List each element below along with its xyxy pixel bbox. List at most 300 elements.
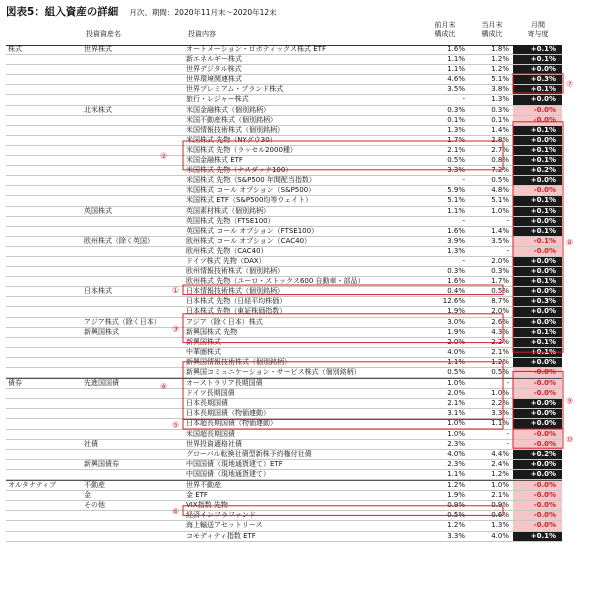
contribution-cell bbox=[513, 176, 562, 185]
contribution-value: +0.1% bbox=[530, 45, 556, 53]
prev-ratio-cell: 1.2% bbox=[447, 521, 465, 530]
content-cell: 中華圏株式 bbox=[186, 347, 221, 356]
asset-class-cell bbox=[84, 65, 179, 74]
asset-category-cell bbox=[8, 207, 78, 216]
table-row bbox=[6, 328, 562, 338]
table-row bbox=[6, 532, 562, 542]
contribution-value: +0.1% bbox=[530, 196, 556, 205]
asset-category-cell bbox=[8, 470, 78, 479]
prev-ratio-cell: 3.3% bbox=[447, 166, 465, 175]
curr-ratio-cell: 1.0% bbox=[491, 481, 509, 490]
curr-ratio-cell: 2.2% bbox=[491, 337, 509, 346]
contribution-cell bbox=[513, 307, 562, 316]
asset-class-cell: 英国株式 bbox=[84, 206, 112, 215]
contribution-value: -0.0% bbox=[533, 379, 556, 388]
content-cell: 日本情報技術株式（個別銘柄） bbox=[186, 287, 284, 296]
contribution-cell bbox=[513, 521, 562, 530]
contribution-value: +0.0% bbox=[530, 317, 556, 326]
content-cell: 米国株式 先物（S&P500 年間配当指数） bbox=[186, 176, 316, 185]
curr-ratio-cell: 2.7% bbox=[491, 145, 509, 154]
asset-class-cell: 欧州株式（除く英国） bbox=[84, 236, 154, 245]
contribution-cell bbox=[513, 409, 562, 418]
subtitle-text: 月次、期間：2020年11月末～2020年12末 bbox=[129, 8, 277, 17]
asset-class-cell bbox=[84, 126, 179, 135]
content-cell: 欧州株式 コール オプション（CAC40） bbox=[186, 236, 312, 245]
asset-category-cell bbox=[8, 217, 78, 226]
content-cell: 海上輸送アセットリース bbox=[186, 521, 263, 530]
table-row bbox=[6, 166, 562, 176]
contribution-value: +0.0% bbox=[530, 399, 556, 408]
contribution-value: +0.2% bbox=[530, 166, 556, 175]
table-row bbox=[6, 521, 562, 531]
curr-ratio-cell: - bbox=[506, 379, 509, 388]
prev-ratio-cell: 1.3% bbox=[447, 125, 465, 134]
content-cell: 世界環境関連株式 bbox=[186, 75, 242, 84]
contribution-cell bbox=[513, 440, 562, 449]
contribution-value: +0.0% bbox=[530, 267, 556, 276]
contribution-value: +0.1% bbox=[530, 125, 556, 134]
contribution-cell bbox=[513, 247, 562, 256]
contribution-cell bbox=[513, 257, 562, 266]
contribution-value: +0.1% bbox=[530, 206, 556, 215]
asset-class-cell bbox=[84, 511, 179, 520]
asset-category-cell bbox=[8, 116, 78, 125]
table-row bbox=[6, 511, 562, 521]
prev-ratio-cell: 1.3% bbox=[447, 246, 465, 255]
asset-category-cell bbox=[8, 106, 78, 115]
content-cell: 欧州情報技術株式（個別銘柄） bbox=[186, 267, 284, 276]
asset-class-cell: 金 bbox=[84, 491, 91, 500]
curr-ratio-cell: 1.2% bbox=[491, 65, 509, 74]
contribution-value: +0.0% bbox=[530, 95, 556, 104]
prev-ratio-cell: 2.0% bbox=[447, 389, 465, 398]
table-row bbox=[6, 55, 562, 65]
prev-ratio-cell: 1.1% bbox=[447, 357, 465, 366]
curr-ratio-cell: 1.4% bbox=[491, 125, 509, 134]
asset-class-cell bbox=[84, 267, 179, 276]
contribution-cell bbox=[513, 106, 562, 115]
asset-category-cell bbox=[8, 237, 78, 246]
prev-ratio-cell: 1.0% bbox=[447, 419, 465, 428]
contribution-cell bbox=[513, 470, 562, 479]
contribution-cell bbox=[513, 358, 562, 367]
contribution-cell bbox=[513, 430, 562, 439]
prev-ratio-cell: 4.6% bbox=[447, 75, 465, 84]
asset-class-cell bbox=[84, 307, 179, 316]
curr-ratio-cell: 1.0% bbox=[491, 389, 509, 398]
asset-category-cell bbox=[8, 277, 78, 286]
contribution-value: +0.0% bbox=[530, 135, 556, 144]
asset-category-cell bbox=[8, 409, 78, 418]
curr-ratio-cell: 0.3% bbox=[491, 267, 509, 276]
prev-ratio-cell: 1.0% bbox=[447, 379, 465, 388]
curr-ratio-cell: 1.8% bbox=[491, 45, 509, 53]
title-text: 図表5：組入資産の詳細 bbox=[6, 6, 119, 18]
prev-ratio-cell: - bbox=[462, 176, 465, 185]
contribution-value: +0.2% bbox=[530, 449, 556, 458]
asset-class-cell bbox=[84, 176, 179, 185]
table-row bbox=[6, 65, 562, 75]
header-prev: 前月末 構成比 bbox=[434, 21, 456, 38]
contribution-cell bbox=[513, 95, 562, 104]
content-cell: 米国金融株式 ETF bbox=[186, 156, 243, 165]
content-cell: 世界デジタル株式 bbox=[186, 65, 242, 74]
contribution-value: +0.0% bbox=[530, 469, 556, 478]
prev-ratio-cell: 0.5% bbox=[447, 156, 465, 165]
asset-class-cell bbox=[84, 470, 179, 479]
contribution-value: +0.1% bbox=[530, 85, 556, 94]
asset-class-cell: 北米株式 bbox=[84, 105, 112, 114]
contribution-value: +0.1% bbox=[530, 145, 556, 154]
contribution-cell bbox=[513, 85, 562, 94]
curr-ratio-cell: 1.2% bbox=[491, 469, 509, 478]
asset-category-cell bbox=[8, 358, 78, 367]
content-cell: 日本株式 先物（東証株価指数） bbox=[186, 307, 287, 316]
table-row bbox=[6, 297, 562, 307]
contribution-cell bbox=[513, 379, 562, 388]
curr-ratio-cell: 1.2% bbox=[491, 55, 509, 64]
prev-ratio-cell: 0.3% bbox=[447, 267, 465, 276]
contribution-cell bbox=[513, 45, 562, 54]
contribution-cell bbox=[513, 287, 562, 296]
asset-category-cell bbox=[8, 156, 78, 165]
asset-class-cell bbox=[84, 297, 179, 306]
asset-class-cell: その他 bbox=[84, 501, 105, 510]
asset-category-cell bbox=[8, 328, 78, 337]
content-cell: 米国情報技術株式（個別銘柄） bbox=[186, 125, 284, 134]
asset-class-cell: 日本株式 bbox=[84, 287, 112, 296]
table-header bbox=[6, 17, 562, 46]
contribution-cell bbox=[513, 318, 562, 327]
contribution-value: +0.0% bbox=[530, 216, 556, 225]
curr-ratio-cell: 1.4% bbox=[491, 226, 509, 235]
contribution-value: -0.0% bbox=[533, 115, 556, 124]
table-row bbox=[6, 450, 562, 460]
asset-category-cell bbox=[8, 318, 78, 327]
contribution-cell bbox=[513, 348, 562, 357]
contribution-value: +0.0% bbox=[530, 459, 556, 468]
contribution-cell bbox=[513, 511, 562, 520]
prev-ratio-cell: 3.1% bbox=[447, 409, 465, 418]
contribution-cell bbox=[513, 399, 562, 408]
asset-class-cell: 世界株式 bbox=[84, 45, 112, 53]
header-content: 投資内容 bbox=[188, 30, 216, 38]
contribution-value: -0.0% bbox=[533, 511, 556, 520]
asset-class-cell: 不動産 bbox=[84, 481, 105, 490]
asset-category-cell: 債券 bbox=[8, 379, 22, 388]
asset-category-cell bbox=[8, 419, 78, 428]
contribution-value: -0.0% bbox=[533, 481, 556, 490]
asset-category-cell bbox=[8, 460, 78, 469]
content-cell: 日本超長期国債（物価連動） bbox=[186, 419, 277, 428]
contribution-value: -0.0% bbox=[533, 491, 556, 500]
prev-ratio-cell: 1.6% bbox=[447, 45, 465, 53]
asset-category-cell bbox=[8, 368, 78, 377]
contribution-cell bbox=[513, 116, 562, 125]
curr-ratio-cell: 2.1% bbox=[491, 347, 509, 356]
content-cell: 米国株式 先物（NYダウ30） bbox=[186, 135, 277, 144]
contribution-value: +0.3% bbox=[530, 75, 556, 84]
contribution-value: -0.0% bbox=[533, 389, 556, 398]
table-row bbox=[6, 116, 562, 126]
prev-ratio-cell: - bbox=[462, 216, 465, 225]
curr-ratio-cell: 1.7% bbox=[491, 277, 509, 286]
contribution-cell bbox=[513, 136, 562, 145]
content-cell: ドイツ長期国債 bbox=[186, 389, 235, 398]
prev-ratio-cell: 0.5% bbox=[447, 511, 465, 520]
curr-ratio-cell: 2.0% bbox=[491, 307, 509, 316]
asset-category-cell bbox=[8, 75, 78, 84]
contribution-cell bbox=[513, 450, 562, 459]
asset-class-cell bbox=[84, 368, 179, 377]
content-cell: 新興国株式 先物 bbox=[186, 327, 238, 336]
contribution-cell bbox=[513, 65, 562, 74]
asset-class-cell bbox=[84, 196, 179, 205]
asset-category-cell bbox=[8, 267, 78, 276]
prev-ratio-cell: 2.1% bbox=[447, 399, 465, 408]
content-cell: 米国株式 先物（ナスダック100） bbox=[186, 166, 293, 175]
prev-ratio-cell: 0.5% bbox=[447, 368, 465, 376]
content-cell: 英国株式 コール オプション（FTSE100） bbox=[186, 226, 319, 235]
contribution-value: -0.0% bbox=[533, 429, 556, 438]
table-row bbox=[6, 409, 562, 419]
content-cell: 米国超長期国債 bbox=[186, 429, 235, 438]
table-row bbox=[6, 318, 562, 328]
asset-category-cell bbox=[8, 511, 78, 520]
asset-category-cell bbox=[8, 450, 78, 459]
contribution-value: +0.1% bbox=[530, 327, 556, 336]
curr-ratio-cell: 0.5% bbox=[491, 368, 509, 376]
asset-category-cell bbox=[8, 126, 78, 135]
marker-label-3: ③ bbox=[172, 324, 180, 334]
prev-ratio-cell: 1.1% bbox=[447, 55, 465, 64]
prev-ratio-cell: 1.6% bbox=[447, 277, 465, 286]
table-row bbox=[6, 399, 562, 409]
marker-label-9: ⑨ bbox=[566, 396, 574, 406]
content-cell: 新興国情報技術株式（個別銘柄） bbox=[186, 357, 291, 366]
content-cell: 英国素材株式（個別銘柄） bbox=[186, 206, 270, 215]
asset-class-cell bbox=[84, 227, 179, 236]
asset-class-cell bbox=[84, 450, 179, 459]
table-row bbox=[6, 106, 562, 116]
table-row bbox=[6, 45, 562, 55]
asset-class-cell bbox=[84, 156, 179, 165]
curr-ratio-cell: 1.1% bbox=[491, 419, 509, 428]
prev-ratio-cell: 1.7% bbox=[447, 135, 465, 144]
contribution-value: +0.0% bbox=[530, 65, 556, 74]
content-cell: 日本長期国債（物価連動） bbox=[186, 409, 270, 418]
curr-ratio-cell: 3.5% bbox=[491, 236, 509, 245]
content-cell: オーストラリア長期国債 bbox=[186, 379, 263, 388]
prev-ratio-cell: 0.3% bbox=[447, 105, 465, 114]
contribution-value: +0.0% bbox=[530, 357, 556, 366]
content-cell: オートメーション・ロボティックス株式 ETF bbox=[186, 45, 326, 53]
asset-category-cell bbox=[8, 136, 78, 145]
contribution-value: -0.1% bbox=[533, 236, 556, 245]
asset-category-cell bbox=[8, 348, 78, 357]
marker-label-5: ⑤ bbox=[172, 420, 180, 430]
contribution-value: -0.0% bbox=[533, 105, 556, 114]
contribution-cell bbox=[513, 207, 562, 216]
curr-ratio-cell: 0.8% bbox=[491, 156, 509, 165]
content-cell: 米国株式 コール オプション（S&P500） bbox=[186, 186, 316, 195]
table-row bbox=[6, 480, 562, 491]
content-cell: 新エネルギー株式 bbox=[186, 55, 242, 64]
table-row bbox=[6, 378, 562, 389]
asset-class-cell bbox=[84, 95, 179, 104]
prev-ratio-cell: 5.9% bbox=[447, 186, 465, 195]
asset-class-cell bbox=[84, 409, 179, 418]
curr-ratio-cell: 2.4% bbox=[491, 459, 509, 468]
asset-category-cell bbox=[8, 247, 78, 256]
content-cell: 欧州株式 先物（CAC40） bbox=[186, 246, 268, 255]
asset-class-cell bbox=[84, 389, 179, 398]
curr-ratio-cell: 8.7% bbox=[491, 297, 509, 306]
contribution-cell bbox=[513, 368, 562, 377]
table-row bbox=[6, 207, 562, 217]
asset-class-cell: 新興国債券 bbox=[84, 459, 119, 468]
table-row bbox=[6, 307, 562, 317]
asset-category-cell bbox=[8, 65, 78, 74]
content-cell: 中国国債（現地通貨建て） bbox=[186, 469, 270, 478]
curr-ratio-cell: 2.0% bbox=[491, 256, 509, 265]
curr-ratio-cell: 2.2% bbox=[491, 399, 509, 408]
content-cell: 日本長期国債 bbox=[186, 399, 228, 408]
asset-class-cell bbox=[84, 247, 179, 256]
asset-category-cell bbox=[8, 338, 78, 347]
marker-label-4: ④ bbox=[160, 382, 168, 391]
contribution-value: -0.0% bbox=[533, 439, 556, 448]
table-row bbox=[6, 217, 562, 227]
asset-category-cell bbox=[8, 389, 78, 398]
marker-label-6: ⑥ bbox=[172, 506, 180, 516]
curr-ratio-cell: 7.2% bbox=[491, 166, 509, 175]
content-cell: 新興国コミュニケーション・サービス株式（個別銘柄） bbox=[186, 368, 361, 376]
curr-ratio-cell: 2.6% bbox=[491, 317, 509, 326]
prev-ratio-cell: 3.3% bbox=[447, 531, 465, 540]
asset-category-cell bbox=[8, 146, 78, 155]
asset-class-cell bbox=[84, 399, 179, 408]
content-cell: VIX指数 先物 bbox=[186, 501, 228, 510]
content-cell: 米国株式 ETF（S&P500均等ウェイト） bbox=[186, 196, 313, 205]
asset-category-cell bbox=[8, 166, 78, 175]
table-row bbox=[6, 227, 562, 237]
contribution-cell bbox=[513, 126, 562, 135]
contribution-cell bbox=[513, 328, 562, 337]
content-cell: 世界不動産 bbox=[186, 481, 221, 490]
table-row bbox=[6, 267, 562, 277]
content-cell: 日本株式 先物（日経平均株価） bbox=[186, 297, 287, 306]
contribution-value: +0.0% bbox=[530, 287, 556, 296]
contribution-cell bbox=[513, 481, 562, 490]
curr-ratio-cell: 2.1% bbox=[491, 491, 509, 500]
content-cell: 経済インフラファンド bbox=[186, 511, 256, 520]
content-cell: 世界投資適格社債 bbox=[186, 439, 242, 448]
table-row bbox=[6, 440, 562, 450]
table-row bbox=[6, 287, 562, 297]
curr-ratio-cell: 4.4% bbox=[491, 449, 509, 458]
page-title bbox=[6, 3, 277, 17]
prev-ratio-cell: 1.9% bbox=[447, 491, 465, 500]
table-row bbox=[6, 156, 562, 166]
table-row bbox=[6, 419, 562, 429]
asset-category-cell bbox=[8, 257, 78, 266]
table-row bbox=[6, 237, 562, 247]
contribution-value: -0.0% bbox=[533, 501, 556, 510]
header-contrib: 月間 寄与度 bbox=[527, 21, 549, 38]
asset-class-cell bbox=[84, 419, 179, 428]
contribution-cell bbox=[513, 55, 562, 64]
header-asset-class: 投資資産名 bbox=[86, 30, 121, 38]
table-row bbox=[6, 257, 562, 267]
asset-class-cell: アジア株式（除く日本） bbox=[84, 317, 161, 326]
asset-class-cell: 先進国国債 bbox=[84, 379, 119, 388]
asset-category-cell bbox=[8, 430, 78, 439]
contribution-value: +0.1% bbox=[530, 156, 556, 165]
contribution-cell bbox=[513, 186, 562, 195]
content-cell: アジア（除く日本）株式 bbox=[186, 317, 263, 326]
content-cell: ドイツ株式 先物（DAX） bbox=[186, 256, 266, 265]
table-row bbox=[6, 491, 562, 501]
header-curr: 当月末 構成比 bbox=[481, 21, 503, 38]
asset-category-cell bbox=[8, 521, 78, 530]
contribution-value: +0.3% bbox=[530, 297, 556, 306]
asset-class-cell bbox=[84, 55, 179, 64]
asset-category-cell bbox=[8, 227, 78, 236]
table-row bbox=[6, 75, 562, 85]
marker-label-7: ⑦ bbox=[566, 79, 574, 89]
table-row bbox=[6, 368, 562, 378]
asset-class-cell bbox=[84, 75, 179, 84]
contribution-value: +0.1% bbox=[530, 226, 556, 235]
curr-ratio-cell: 1.3% bbox=[491, 95, 509, 104]
prev-ratio-cell: 5.1% bbox=[447, 196, 465, 205]
table-row bbox=[6, 389, 562, 399]
contribution-cell bbox=[513, 501, 562, 510]
prev-ratio-cell: 2.0% bbox=[447, 337, 465, 346]
curr-ratio-cell: 0.9% bbox=[491, 501, 509, 510]
curr-ratio-cell: 0.3% bbox=[491, 105, 509, 114]
table-row bbox=[6, 196, 562, 206]
curr-ratio-cell: 3.8% bbox=[491, 85, 509, 94]
table-row bbox=[6, 430, 562, 440]
curr-ratio-cell: 1.3% bbox=[491, 521, 509, 530]
prev-ratio-cell: 0.1% bbox=[447, 115, 465, 124]
asset-class-cell bbox=[84, 186, 179, 195]
asset-class-cell bbox=[84, 532, 179, 541]
prev-ratio-cell: 3.5% bbox=[447, 85, 465, 94]
table-row bbox=[6, 126, 562, 136]
contribution-cell bbox=[513, 75, 562, 84]
asset-category-cell bbox=[8, 196, 78, 205]
curr-ratio-cell: 4.8% bbox=[491, 186, 509, 195]
marker-label-10: ⑩ bbox=[566, 434, 574, 444]
contribution-cell bbox=[513, 156, 562, 165]
curr-ratio-cell: 0.6% bbox=[491, 511, 509, 520]
asset-class-cell bbox=[84, 358, 179, 367]
contribution-cell bbox=[513, 419, 562, 428]
prev-ratio-cell: 2.3% bbox=[447, 459, 465, 468]
prev-ratio-cell: 3.9% bbox=[447, 236, 465, 245]
asset-category-cell bbox=[8, 95, 78, 104]
curr-ratio-cell: 3.3% bbox=[491, 409, 509, 418]
asset-class-cell: 新興国株式 bbox=[84, 327, 119, 336]
asset-class-cell bbox=[84, 85, 179, 94]
contribution-cell bbox=[513, 297, 562, 306]
contribution-cell bbox=[513, 277, 562, 286]
contribution-value: -0.0% bbox=[533, 521, 556, 530]
asset-category-cell: オルタナティブ bbox=[8, 481, 57, 490]
